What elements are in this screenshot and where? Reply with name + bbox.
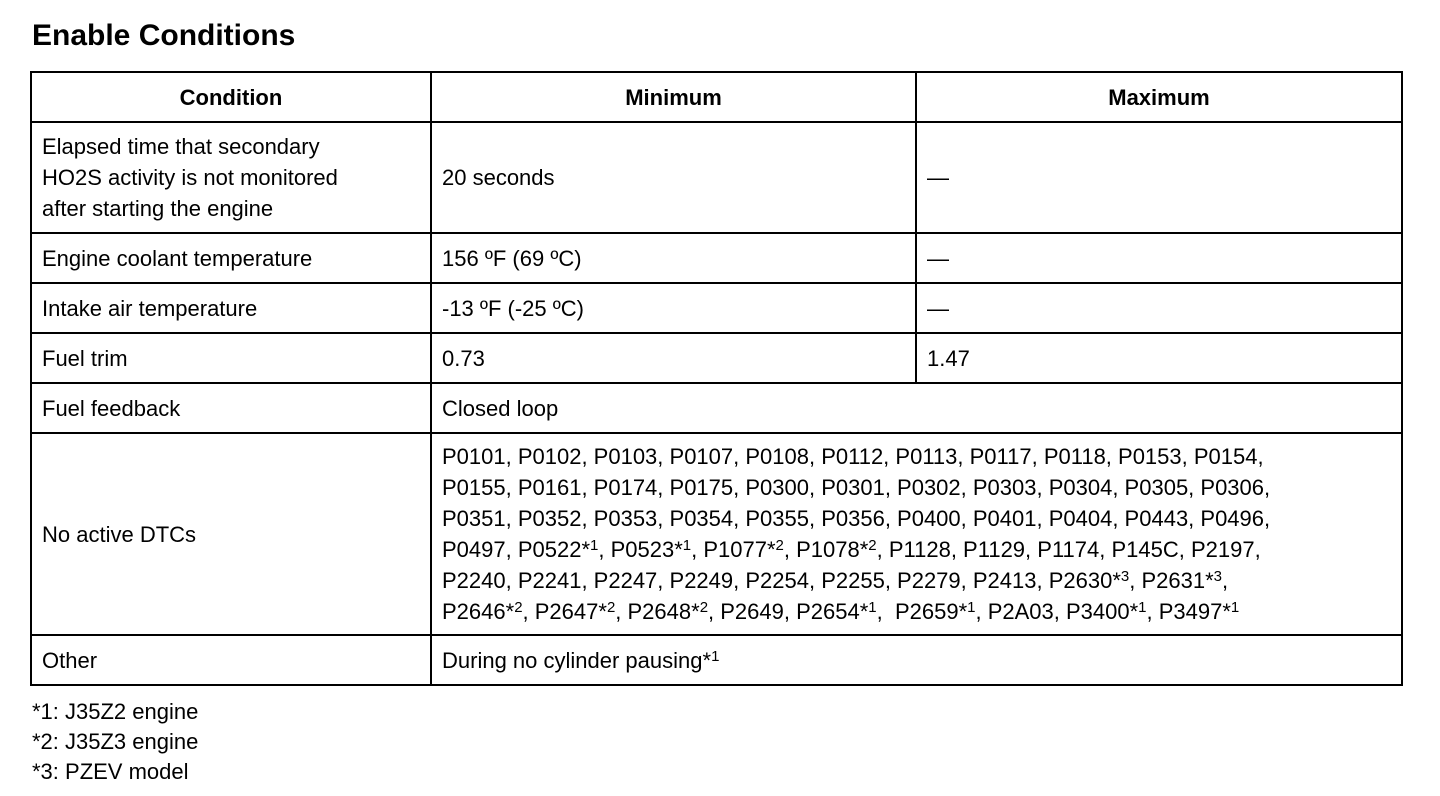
footnote: *1: J35Z2 engine	[32, 699, 199, 724]
dtc-codes: , P2659*	[876, 599, 968, 624]
enable-conditions-table	[30, 71, 1403, 686]
table-row	[31, 122, 1402, 233]
footnote-ref: 1	[711, 647, 720, 665]
table-row	[31, 333, 1402, 383]
footnotes	[32, 697, 198, 787]
table-row	[31, 233, 1402, 283]
footnote-ref: 1	[868, 599, 877, 616]
value-cell: Closed loop	[431, 383, 1402, 433]
dtc-codes: P0155, P0161, P0174, P0175, P0300, P0301, P0302, P0303, P0304, P0305, P0306,	[442, 475, 1271, 500]
dtc-codes: , P2649, P2654*	[708, 599, 869, 624]
footnote-ref: 1	[682, 537, 692, 554]
footnote-ref: 1	[1230, 599, 1240, 616]
footnote-ref: 2	[699, 599, 709, 616]
condition-line: after starting the engine	[42, 196, 274, 221]
column-header-minimum: Minimum	[431, 72, 916, 122]
value-text: During no cylinder pausing*	[442, 647, 712, 673]
footnote-ref: 2	[868, 537, 877, 554]
dtc-codes: , P2648*	[615, 599, 700, 624]
condition-cell: Intake air temperature	[31, 283, 431, 333]
dtc-line	[442, 503, 1391, 534]
table-row	[31, 433, 1402, 635]
condition-cell: No active DTCs	[31, 433, 431, 635]
dtc-line	[442, 596, 1391, 627]
dtc-line	[442, 441, 1391, 472]
dtc-codes: P2646*	[442, 599, 515, 624]
dtc-codes: , P1077*	[691, 537, 776, 562]
maximum-cell: —	[916, 283, 1402, 333]
dtc-list-cell	[431, 433, 1402, 635]
condition-cell: Other	[31, 635, 431, 685]
maximum-cell: —	[916, 122, 1402, 233]
minimum-cell: 0.73	[431, 333, 916, 383]
condition-cell: Engine coolant temperature	[31, 233, 431, 283]
dtc-codes: ,	[1222, 568, 1229, 593]
minimum-cell: 20 seconds	[431, 122, 916, 233]
dtc-codes: , P1128, P1129, P1174, P145C, P2197,	[876, 537, 1261, 562]
page-title: Enable Conditions	[32, 19, 296, 52]
dtc-codes: , P2A03, P3400*	[975, 599, 1139, 624]
condition-line: HO2S activity is not monitored	[42, 165, 338, 190]
dtc-line	[442, 565, 1391, 596]
footnote: *2: J35Z3 engine	[32, 729, 199, 754]
footnote: *3: PZEV model	[32, 759, 189, 784]
dtc-codes: P0101, P0102, P0103, P0107, P0108, P0112, P0113, P0117, P0118, P0153, P0154,	[442, 444, 1264, 469]
maximum-cell: 1.47	[916, 333, 1402, 383]
column-header-condition: Condition	[31, 72, 431, 122]
maximum-cell: —	[916, 233, 1402, 283]
footnote-ref: 1	[590, 537, 599, 554]
condition-cell: Fuel trim	[31, 333, 431, 383]
dtc-line	[442, 472, 1391, 503]
dtc-codes: P0351, P0352, P0353, P0354, P0355, P0356, P0400, P0401, P0404, P0443, P0496,	[442, 506, 1271, 531]
minimum-cell: 156 ºF (69 ºC)	[431, 233, 916, 283]
dtc-codes: P2240, P2241, P2247, P2249, P2254, P2255, P2279, P2413, P2630*	[442, 568, 1121, 593]
column-header-maximum: Maximum	[916, 72, 1402, 122]
dtc-codes: , P2631*	[1129, 568, 1214, 593]
footnote-ref: 2	[514, 599, 523, 616]
table-row	[31, 383, 1402, 433]
footnote-ref: 3	[1213, 568, 1222, 585]
footnote-ref: 2	[775, 537, 784, 554]
dtc-line	[442, 534, 1391, 565]
dtc-codes: , P2647*	[522, 599, 607, 624]
dtc-codes: , P0523*	[598, 537, 683, 562]
condition-line: Elapsed time that secondary	[42, 134, 320, 159]
dtc-codes: P0497, P0522*	[442, 537, 591, 562]
footnote-ref: 1	[967, 599, 976, 616]
minimum-cell: -13 ºF (-25 ºC)	[431, 283, 916, 333]
table-header-row	[31, 72, 1402, 122]
condition-cell: Fuel feedback	[31, 383, 431, 433]
footnote-ref: 1	[1138, 599, 1147, 616]
condition-cell	[31, 122, 431, 233]
footnote-ref: 3	[1120, 568, 1130, 585]
footnote-ref: 2	[606, 599, 616, 616]
dtc-codes: , P3497*	[1146, 599, 1231, 624]
dtc-codes: , P1078*	[783, 537, 869, 562]
value-cell	[431, 635, 1402, 685]
table-row	[31, 283, 1402, 333]
table-row	[31, 635, 1402, 685]
